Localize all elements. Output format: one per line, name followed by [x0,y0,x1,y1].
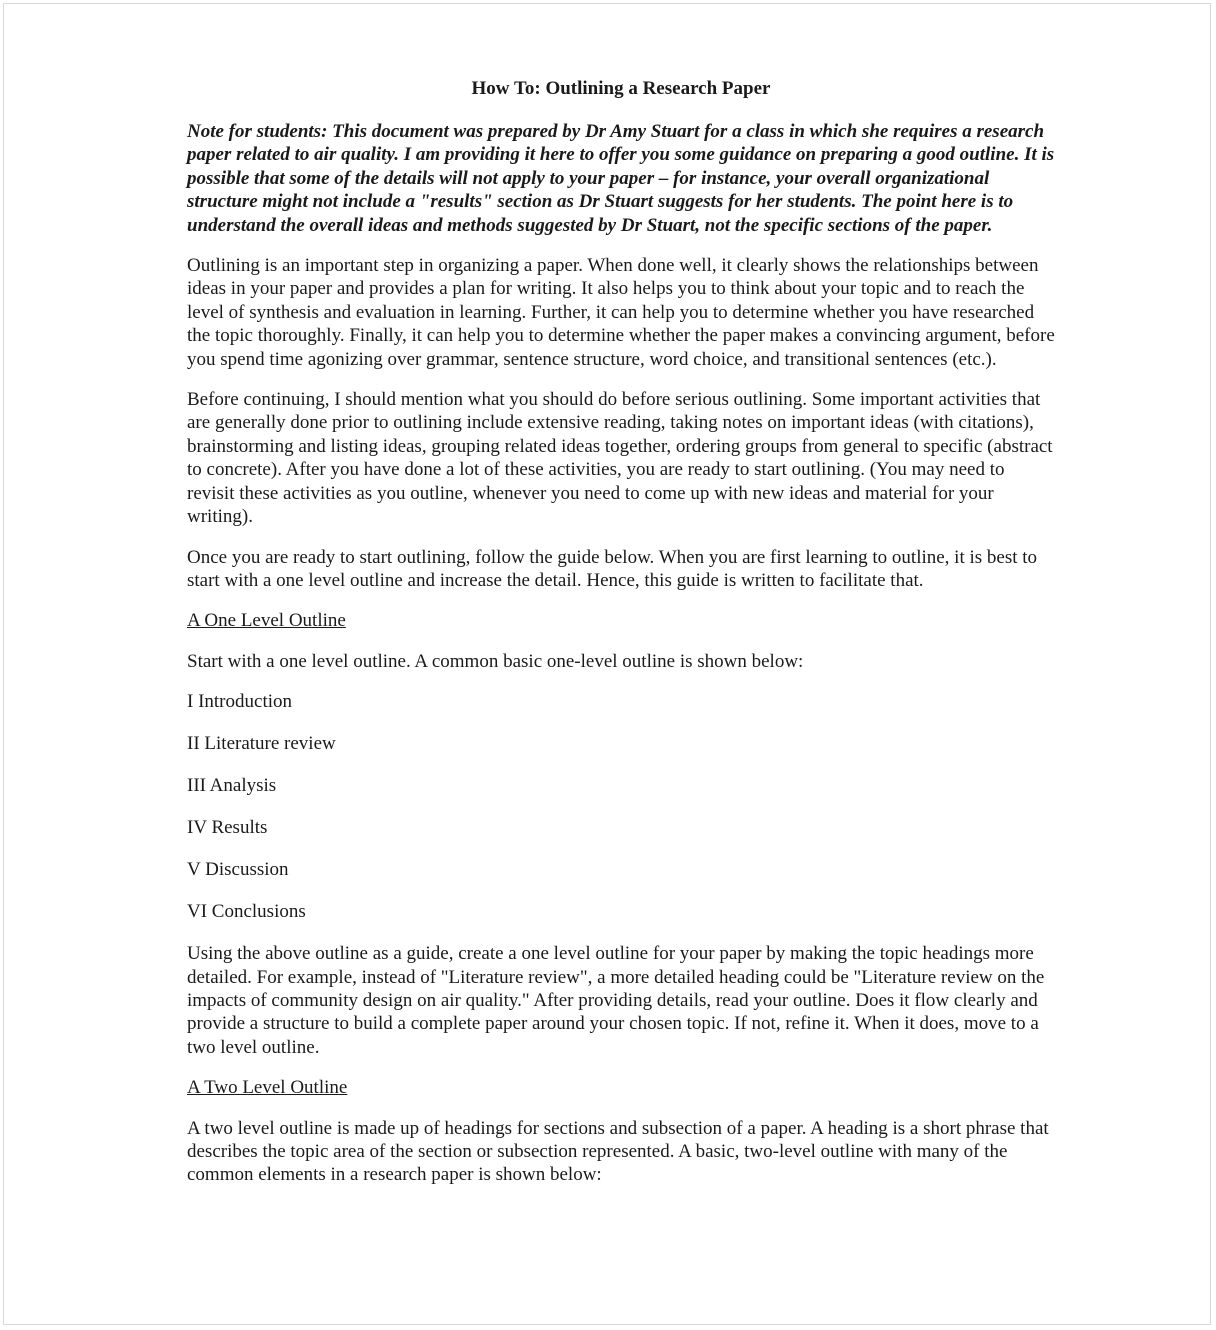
paragraph-two-level-description: A two level outline is made up of headings for sections and subsection of a paper. A heading is a short phrase that describes the topic area of the section or subsection represented. A basic, two-level outline with many of the common elements in a research paper is shown below: [187,1117,1049,1186]
document-content [187,76,1055,1204]
paragraph-before-outlining: Before continuing, I should mention what you should do before serious outlining. Some important activities that are generally done prior to outlining include extensive reading, taking notes on important ideas (with citations), brainstorming and listing ideas, grouping related ideas together, ordering groups from general to specific (abstract to concrete). After you have done a lot of these activities, you are ready to start outlining. (You may need to revisit these activities as you outline, whenever you need to come up with new ideas and material for your writing). [187,389,1053,528]
outline-item: VI Conclusions [187,901,306,923]
paragraph-using-outline: Using the above outline as a guide, create a one level outline for your paper by making the topic headings more detailed. For example, instead of "Literature review", a more detailed heading could be "Literature review on the impacts of community design on air quality." After providing details, read your outline. Does it flow clearly and provide a structure to build a complete paper around your chosen topic. If not, refine it. When it does, move to a two level outline. [187,943,1045,1058]
outline-item: V Discussion [187,859,289,881]
document-page [3,3,1211,1325]
student-note-lead: Note for students: [187,121,328,142]
outline-item: II Literature review [187,733,336,755]
heading-two-level-outline: A Two Level Outline [187,1077,348,1099]
outline-item: IV Results [187,817,268,839]
outline-item: I Introduction [187,691,293,713]
document-title: How To: Outlining a Research Paper [471,78,771,99]
heading-one-level-outline: A One Level Outline [187,610,346,632]
paragraph-outlining-importance: Outlining is an important step in organizing a paper. When done well, it clearly shows the relationships between ideas in your paper and provides a plan for writing. It also helps you to think about your topic and to reach the level of synthesis and evaluation in learning. Further, it can help you to determine whether you have researched the topic thoroughly. Finally, it can help you to determine whether the paper makes a convincing argument, before you spend time agonizing over grammar, sentence structure, word choice, and transitional sentences (etc.). [187,255,1055,370]
paragraph-start-one-level: Start with a one level outline. A common basic one-level outline is shown below: [187,650,804,672]
one-level-outline-list [187,690,1055,923]
student-note [187,120,1055,237]
outline-item: III Analysis [187,775,277,797]
student-note-body: This document was prepared by Dr Amy Stuart for a class in which she requires a research paper related to air quality. I am providing it here to offer you some guidance on preparing a good outline. It is possible that some of the details will not apply to your paper – for instance, your overall organizational structure might not include a "results" section as Dr Stuart suggests for her students. The point here is to understand the overall ideas and methods suggested by Dr Stuart, not the specific sections of the paper. [187,121,1055,236]
paragraph-ready-to-outline: Once you are ready to start outlining, follow the guide below. When you are first learning to outline, it is best to start with a one level outline and increase the detail. Hence, this guide is written to facilitate that. [187,546,1038,591]
